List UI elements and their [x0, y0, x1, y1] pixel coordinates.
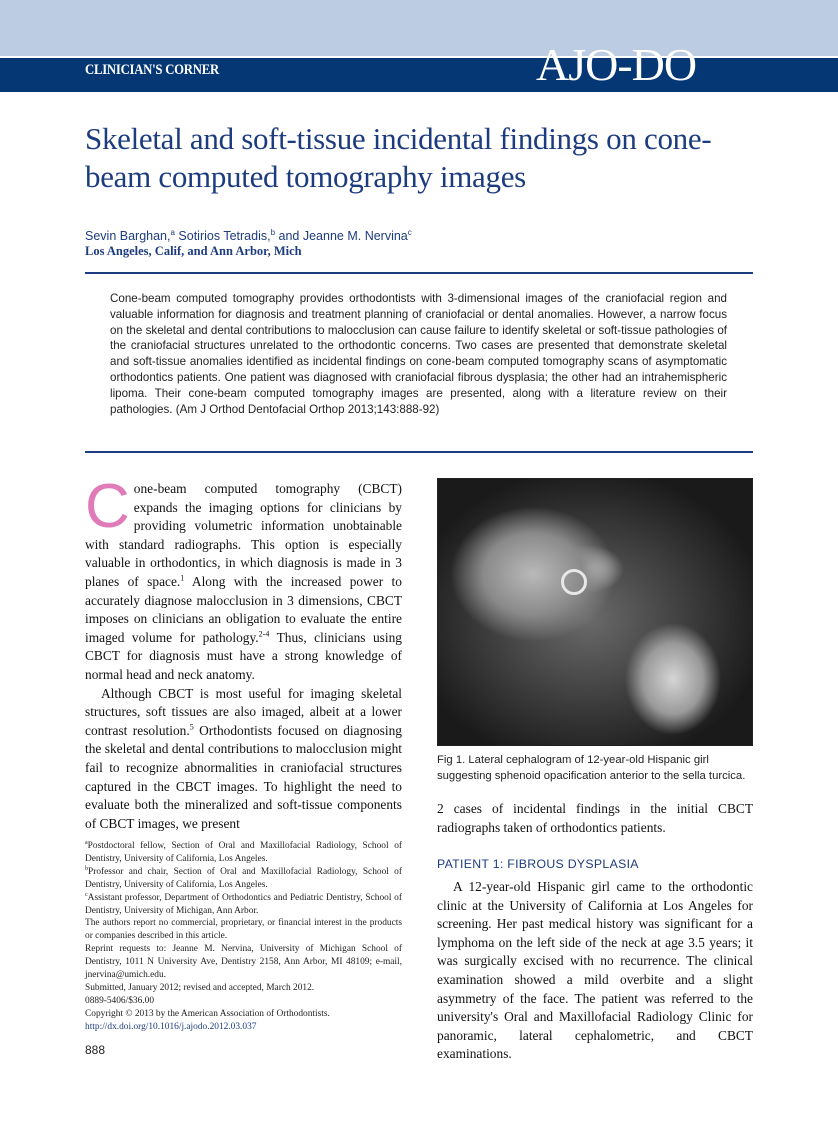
footnote-text: Assistant professor, Department of Orthodontics and Pediatric Dentistry, School of Dentistry, University of Michigan, Ann Arbor. — [85, 892, 402, 916]
body-paragraph — [85, 685, 402, 834]
left-column — [85, 472, 403, 833]
right-column-top — [437, 800, 753, 837]
footnote — [85, 892, 402, 918]
text: Thus, clinicians using CBCT for diagnosis must have a strong knowledge of normal head and neck anatomy. — [85, 629, 402, 682]
footnote-mark: b — [85, 865, 88, 872]
body-paragraph: 2 cases of incidental findings in the initial CBCT radiographs taken of orthodontics patients. — [437, 801, 753, 835]
divider — [85, 451, 753, 453]
article-title: Skeletal and soft-tissue incidental findings on cone-beam computed tomography images — [85, 121, 712, 194]
affiliation-mark: b — [270, 227, 276, 237]
reference-mark[interactable]: 5 — [189, 722, 194, 732]
footnote: 0889-5406/$36.00 — [85, 995, 155, 1006]
doi-link[interactable]: http://dx.doi.org/10.1016/j.ajodo.2012.03.037 — [85, 1021, 257, 1032]
footnote-mark: c — [85, 891, 88, 898]
header-band — [0, 0, 838, 56]
ear-rod-ring — [561, 569, 587, 595]
footnote: The authors report no commercial, proprietary, or financial interest in the products or companies described in this article. — [85, 918, 402, 942]
figure-caption: Fig 1. Lateral cephalogram of 12-year-old Hispanic girl suggesting sphenoid opacification anterior to the sella turcica. — [437, 754, 746, 782]
author-location: Los Angeles, Calif, and Ann Arbor, Mich — [85, 244, 302, 258]
footnote: Reprint requests to: Jeanne M. Nervina, University of Michigan School of Dentistry, 1011 N University Ave, Dentistry 2158, Ann Arbor, MI 48109; e-mail, jnervina@umich.edu. — [85, 944, 402, 981]
footnote-text: Postdoctoral fellow, Section of Oral and Maxillofacial Radiology, School of Dentistry, University of California, Los Angeles. — [85, 841, 402, 864]
abstract: Cone-beam computed tomography provides orthodontists with 3-dimensional images of the craniofacial region and valuable information for diagnosis and treatment planning of craniofacial or dental anomalies. However, a narrow focus on the skeletal and dental contributions to malocclusion can cause failure to identify skeletal or soft-tissue pathologies of the craniofacial structures unrelated to the orthodontic concerns. Two cases are presented that demonstrate skeletal and soft-tissue anomalies identified as incidental findings on cone-beam computed tomography scans of asymptomatic orthodontics patients. One patient was diagnosed with craniofacial fibrous dysplasia; the other had an intrahemispheric lipoma. Their cone-beam computed tomography images are presented, along with a literature review on their pathologies. (Am J Orthod Dentofacial Orthop 2013;143:888-92) — [110, 292, 727, 416]
footnote — [85, 866, 402, 892]
footnote-text: Professor and chair, Section of Oral and Maxillofacial Radiology, School of Dentistry, University of California, Los Angeles. — [85, 866, 402, 890]
text: Along with the increased power to accurately diagnose malocclusion in 3 dimensions, CBCT imposes on clinicians an obligation to evaluate the entire imaged volume for pathology. — [85, 573, 402, 645]
text: one-beam computed tomography (CBCT) expands the imaging options for clinicians by providing volumetric information unobtainable with standard radiographs. This option is especially valuable in orthodontics, in which diagnosis is made in 3 planes of space. — [85, 481, 402, 589]
author-name: Sevin Barghan, — [85, 229, 171, 243]
footnotes — [85, 840, 402, 1034]
section-label: CLINICIAN'S CORNER — [85, 62, 219, 78]
text: Although CBCT is most useful for imaging skeletal structures, soft tissues are also imaged, albeit at a lower contrast resolution. — [85, 685, 402, 738]
author-list — [85, 229, 412, 243]
affiliation-mark: c — [407, 227, 412, 237]
author-name: Sotirios Tetradis, — [174, 229, 271, 243]
reference-mark[interactable]: 1 — [180, 573, 185, 583]
drop-cap: C — [85, 472, 130, 541]
body-paragraph: A 12-year-old Hispanic girl came to the orthodontic clinic at the University of California at Los Angeles for screening. Her past medical history was significant for a lymphoma on the left side of the neck at age 3.5 years; it was surgically excised with no recurrence. The clinical examination showed a mild overbite and a slight asymmetry of the face. The patient was referred to the university's Oral and Maxillofacial Radiology Clinic for panoramic, lateral cephalometric, and CBCT examinations. — [437, 879, 753, 1062]
journal-logo: AJO-DO — [536, 39, 697, 90]
footnote — [85, 840, 402, 866]
body-paragraph — [85, 472, 402, 685]
footnote-mark: a — [85, 839, 88, 846]
cephalogram-image — [437, 478, 753, 746]
reference-mark[interactable]: 2-4 — [258, 629, 270, 639]
affiliation-mark: a — [170, 227, 175, 237]
footnote: Copyright © 2013 by the American Association of Orthodontists. — [85, 1008, 330, 1019]
footnote: Submitted, January 2012; revised and accepted, March 2012. — [85, 982, 315, 993]
divider — [85, 272, 753, 274]
text: Orthodontists focused on diagnosing the skeletal and dental contributions to malocclusion might fail to recognize abnormalities in craniofacial structures captured in the CBCT images. To highlight the need to evaluate both the mineralized and soft-tissue components of CBCT images, we present — [85, 722, 403, 831]
page-number: 888 — [85, 1043, 106, 1057]
author-name: and Jeanne M. Nervina — [275, 229, 408, 243]
section-heading: PATIENT 1: FIBROUS DYSPLASIA — [437, 857, 639, 871]
right-column-bottom — [437, 878, 753, 1064]
